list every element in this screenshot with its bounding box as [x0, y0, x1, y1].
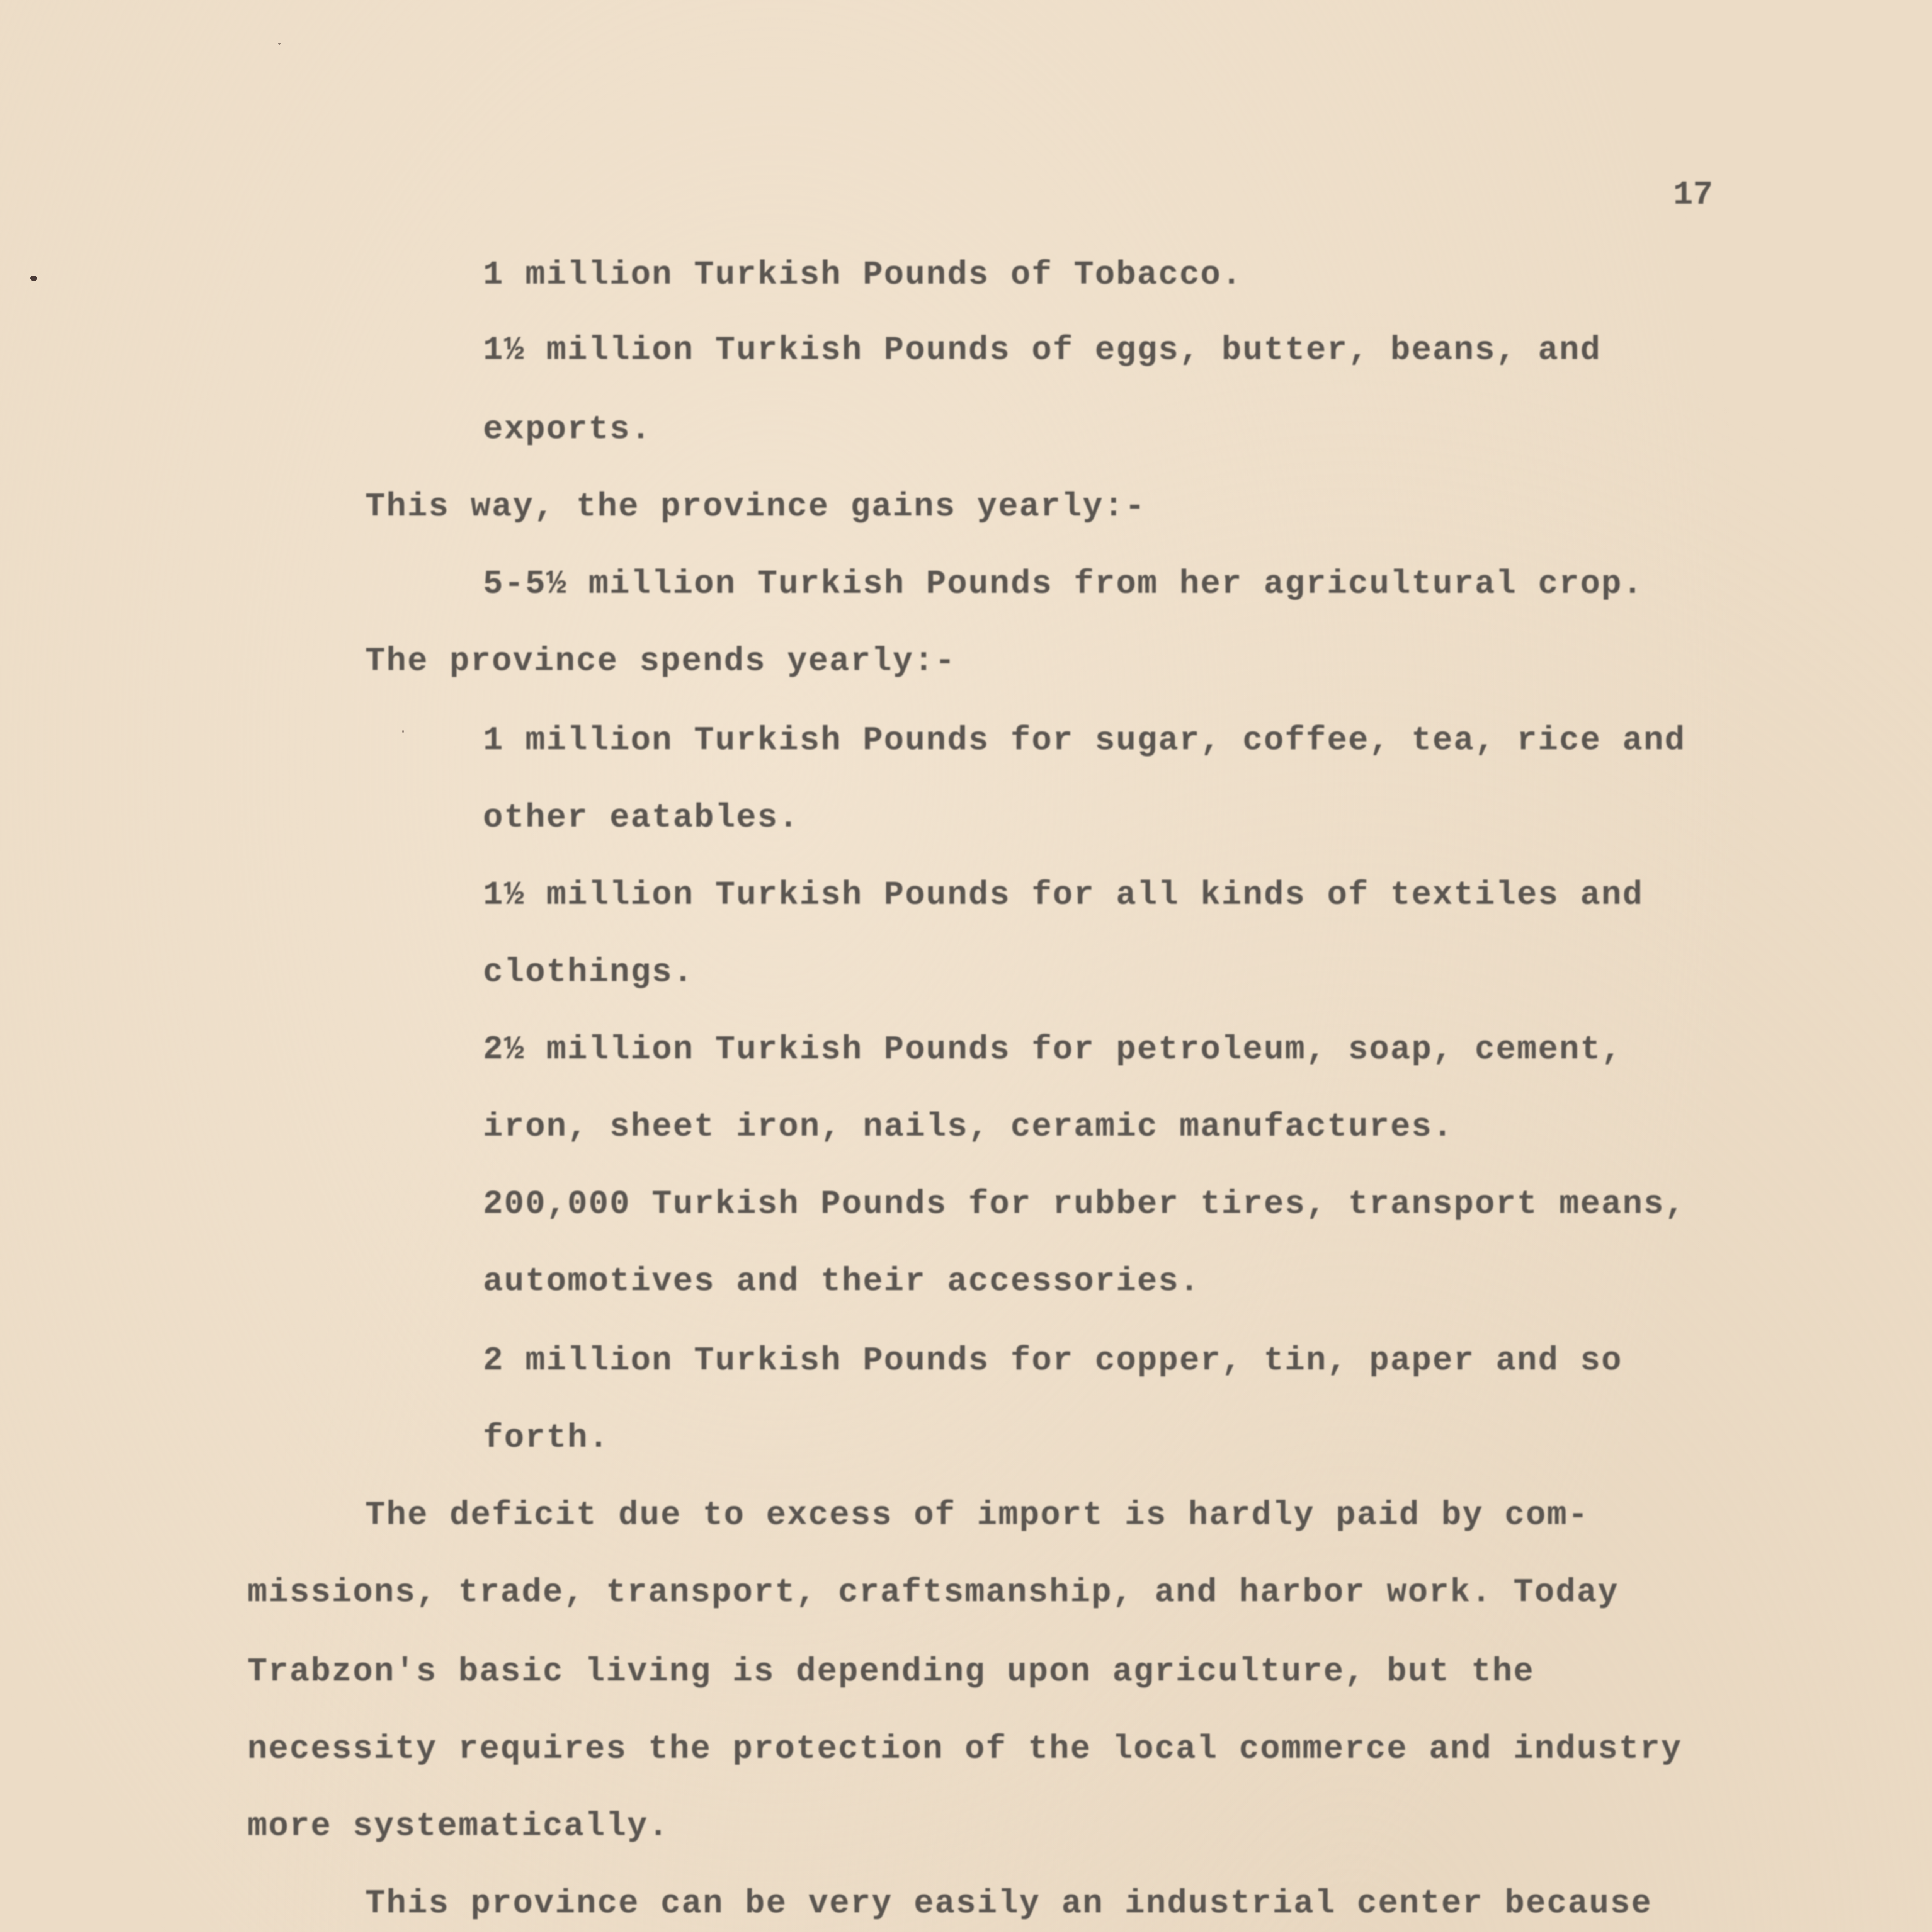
line-deficit-2: missions, trade, transport, craftsmanship, and harbor work. Today [247, 1573, 1619, 1611]
speck-left-margin [30, 276, 37, 281]
line-petroleum-1: 2½ million Turkish Pounds for petroleum, soap, cement, [483, 1031, 1622, 1068]
line-sugar-2: other eatables. [483, 799, 800, 837]
line-deficit-3: Trabzon's basic living is depending upon agriculture, but the [247, 1653, 1535, 1690]
speck-mid-left [402, 730, 404, 733]
line-copper-2: forth. [483, 1419, 610, 1457]
line-tobacco: 1 million Turkish Pounds of Tobacco. [483, 256, 1243, 294]
line-textiles-2: clothings. [483, 953, 694, 991]
line-deficit-4: necessity requires the protection of the local commerce and industry [247, 1730, 1682, 1768]
line-petroleum-2: iron, sheet iron, nails, ceramic manufactures. [483, 1108, 1454, 1146]
line-gains-intro: This way, the province gains yearly:- [365, 488, 1146, 526]
line-industrial-1: This province can be very easily an industrial center because [365, 1884, 1653, 1922]
line-eggs-2: exports. [483, 410, 652, 448]
line-copper-1: 2 million Turkish Pounds for copper, tin, paper and so [483, 1342, 1622, 1379]
line-gains-amount: 5-5½ million Turkish Pounds from her agricultural crop. [483, 565, 1644, 603]
line-eggs-1: 1½ million Turkish Pounds of eggs, butter, beans, and [483, 331, 1602, 369]
line-rubber-1: 200,000 Turkish Pounds for rubber tires, transport means, [483, 1185, 1686, 1223]
line-rubber-2: automotives and their accessories. [483, 1262, 1201, 1300]
page-number: 17 [1673, 176, 1713, 214]
line-textiles-1: 1½ million Turkish Pounds for all kinds of textiles and [483, 876, 1644, 914]
line-spends-intro: The province spends yearly:- [365, 642, 956, 680]
line-sugar-1: 1 million Turkish Pounds for sugar, coffee, tea, rice and [483, 721, 1686, 759]
line-deficit-1: The deficit due to excess of import is hardly paid by com- [365, 1496, 1589, 1534]
line-deficit-5: more systematically. [247, 1807, 670, 1845]
speck-top [278, 43, 281, 45]
